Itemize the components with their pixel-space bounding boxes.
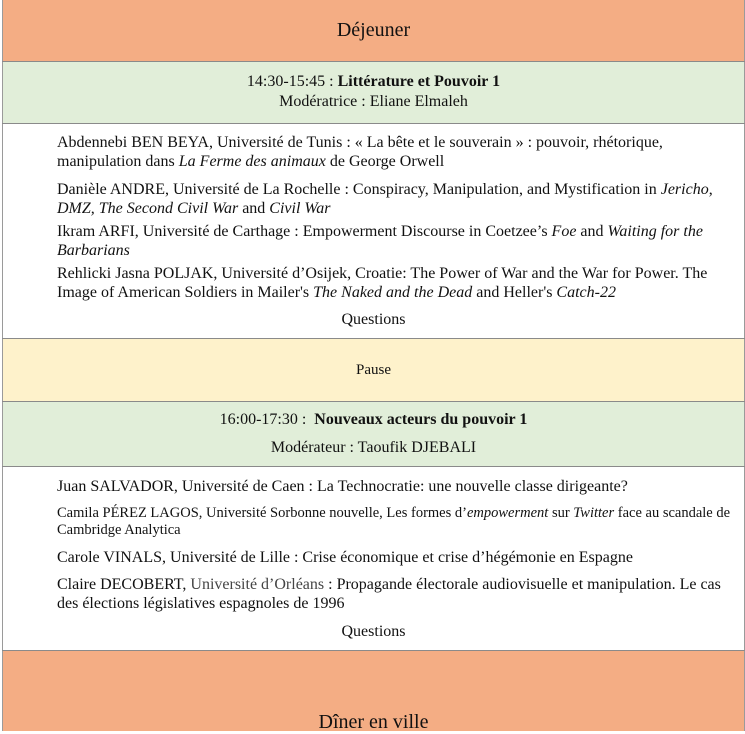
- session1-body: [2, 124, 745, 338]
- session2-body: [2, 467, 745, 650]
- session2-time: 16:00-17:30 :: [219, 411, 315, 428]
- lunch-label: Déjeuner: [336, 19, 411, 41]
- session2-heading: [3, 411, 744, 429]
- paper-andre: Danièle ANDRE, Université de La Rochelle : Conspiracy, Manipulation, and Mystification in Jericho, DMZ, The Second Civil War and Civil War: [57, 181, 713, 217]
- session1-header: [2, 62, 745, 123]
- session2-questions: Questions: [341, 623, 406, 640]
- pause-label: Pause: [356, 362, 391, 378]
- session1-time: 14:30-15:45 :: [246, 73, 338, 90]
- session1-title: Littérature et Pouvoir 1: [337, 73, 501, 90]
- session2-moderator: Modérateur : Taoufik DJEBALI: [270, 439, 477, 456]
- paper-vinals: Carole VINALS, Université de Lille : Crise économique et crise d’hégémonie en Espagne: [57, 549, 633, 566]
- lunch-banner: [2, 0, 745, 61]
- session2-title: Nouveaux acteurs du pouvoir 1: [314, 411, 528, 428]
- paper-arfi: Ikram ARFI, Université de Carthage : Empowerment Discourse in Coetzee’s Foe and Waiting for the Barbarians: [57, 223, 703, 259]
- dinner-banner: [2, 651, 745, 731]
- session1-questions: Questions: [341, 311, 406, 328]
- dinner-label: Dîner en ville: [318, 711, 429, 733]
- session1-heading: [3, 73, 744, 91]
- paper-decobert: Claire DECOBERT, Université d’Orléans : Propagande électorale audiovisuelle et manipulation. Le cas des élections législatives espagnoles de 1996: [57, 576, 721, 612]
- session2-header: [2, 402, 745, 466]
- paper-poljak: Rehlicki Jasna POLJAK, Université d’Osijek, Croatie: The Power of War and the War for Power. The Image of American Soldiers in Mailer's The Naked and the Dead and Heller's Catch-22: [57, 265, 708, 301]
- paper-perez-lagos: Camila PÉREZ LAGOS, Université Sorbonne nouvelle, Les formes d’empowerment sur Twitter face au scandale de Cambridge Analytica: [57, 505, 731, 538]
- paper-salvador: Juan SALVADOR, Université de Caen : La Technocratie: une nouvelle classe dirigeante?: [57, 478, 628, 495]
- paper-ben-beya: Abdennebi BEN BEYA, Université de Tunis : « La bête et le souverain » : pouvoir, rhétorique, manipulation dans La Ferme des animaux de George Orwell: [57, 134, 663, 170]
- session1-moderator: Modératrice : Eliane Elmaleh: [279, 93, 468, 110]
- pause-banner: [2, 339, 745, 401]
